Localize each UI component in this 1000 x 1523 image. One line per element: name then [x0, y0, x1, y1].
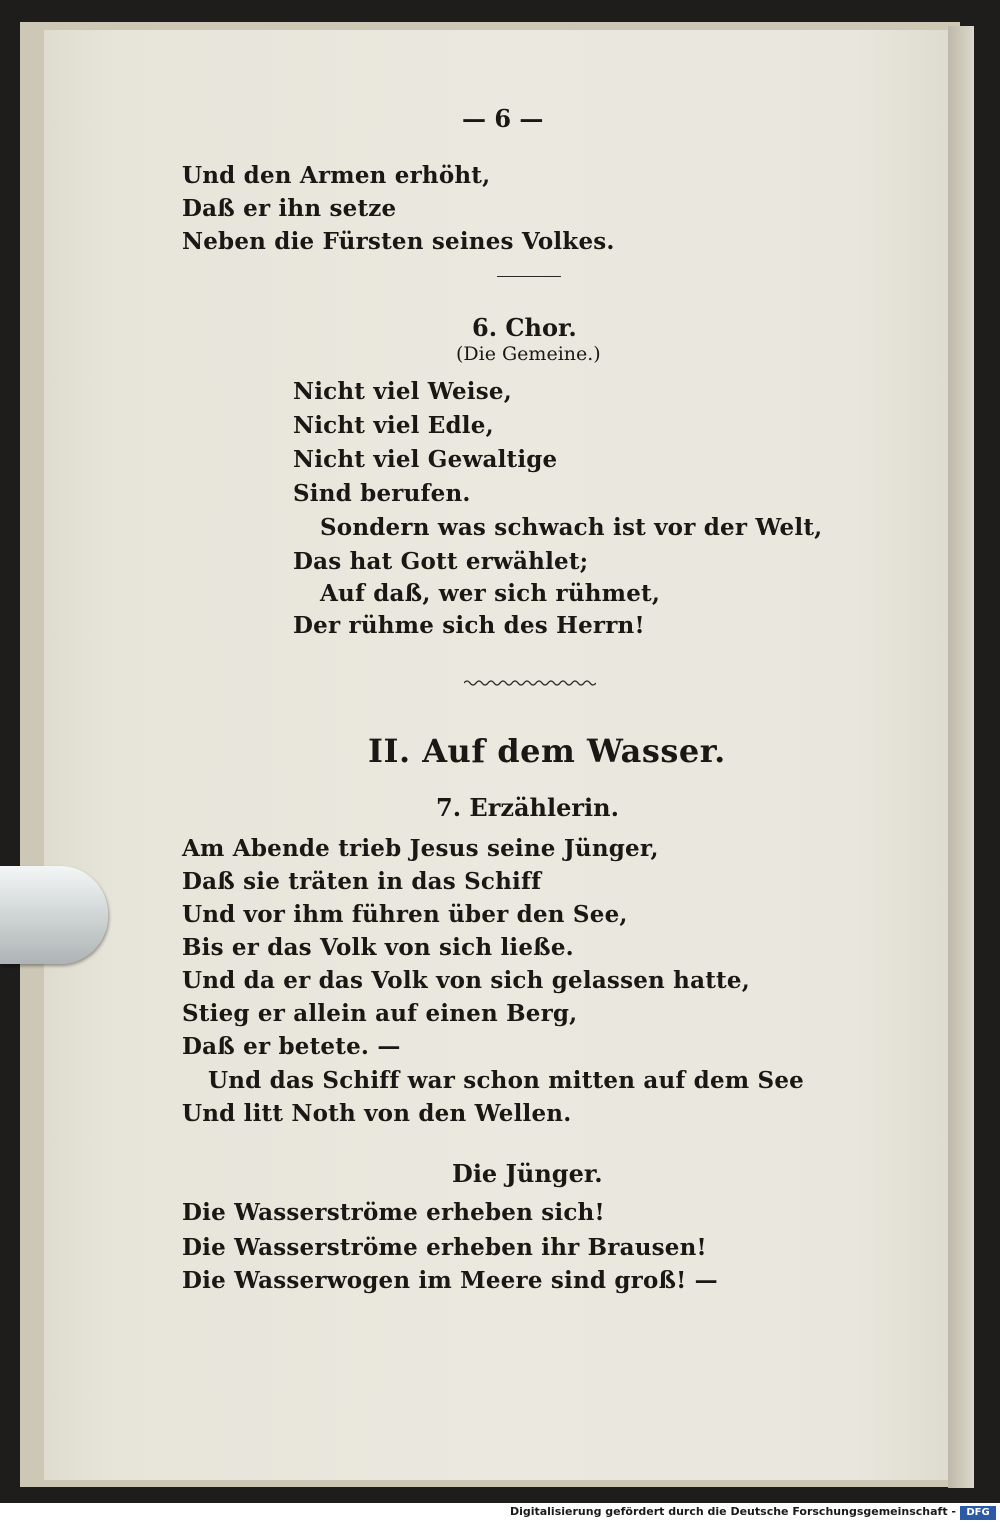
- digitization-footer: [0, 1503, 1000, 1523]
- section-heading: Die Jünger.: [452, 1159, 603, 1188]
- text-line: Daß er ihn setze: [182, 195, 397, 222]
- text-line: Auf daß, wer sich rühmet,: [320, 580, 661, 607]
- text-line: Stieg er allein auf einen Berg,: [182, 1000, 578, 1027]
- text-line: Und das Schiff war schon mitten auf dem See: [208, 1067, 804, 1094]
- footer-credit: Digitalisierung gefördert durch die Deutsche Forschungsgemeinschaft -: [509, 1505, 956, 1518]
- ornamental-divider: [464, 678, 596, 688]
- dfg-logo: DFG: [960, 1506, 996, 1520]
- page-holder-clip: [0, 866, 108, 964]
- text-line: Am Abende trieb Jesus seine Jünger,: [182, 835, 659, 862]
- text-line: Und da er das Volk von sich gelassen hatte,: [182, 967, 750, 994]
- text-line: Nicht viel Weise,: [293, 378, 512, 405]
- section-heading: 7. Erzählerin.: [436, 793, 619, 822]
- text-line: Das hat Gott erwählet;: [293, 548, 589, 575]
- text-line: Sind berufen.: [293, 480, 471, 507]
- text-line: Sondern was schwach ist vor der Welt,: [320, 514, 823, 541]
- text-line: Und litt Noth von den Wellen.: [182, 1100, 572, 1127]
- text-line: Nicht viel Gewaltige: [293, 446, 558, 473]
- part-heading: II. Auf dem Wasser.: [368, 732, 726, 770]
- text-line: Nicht viel Edle,: [293, 412, 494, 439]
- page-number: — 6 —: [462, 104, 544, 133]
- text-line: Daß sie träten in das Schiff: [182, 868, 542, 895]
- next-page-edge: [948, 26, 974, 1488]
- text-line: Die Wasserströme erheben ihr Brausen!: [182, 1234, 707, 1261]
- text-line: Der rühme sich des Herrn!: [293, 612, 645, 639]
- text-line: Und vor ihm führen über den See,: [182, 901, 628, 928]
- text-line: Die Wasserströme erheben sich!: [182, 1199, 605, 1226]
- text-line: Neben die Fürsten seines Volkes.: [182, 228, 615, 255]
- text-line: Und den Armen erhöht,: [182, 162, 491, 189]
- text-line: Bis er das Volk von sich ließe.: [182, 934, 574, 961]
- section-divider: [497, 276, 561, 277]
- section-subheading: (Die Gemeine.): [456, 343, 601, 365]
- text-line: Die Wasserwogen im Meere sind groß! —: [182, 1267, 718, 1294]
- section-heading: 6. Chor.: [472, 313, 577, 342]
- text-line: Daß er betete. —: [182, 1033, 401, 1060]
